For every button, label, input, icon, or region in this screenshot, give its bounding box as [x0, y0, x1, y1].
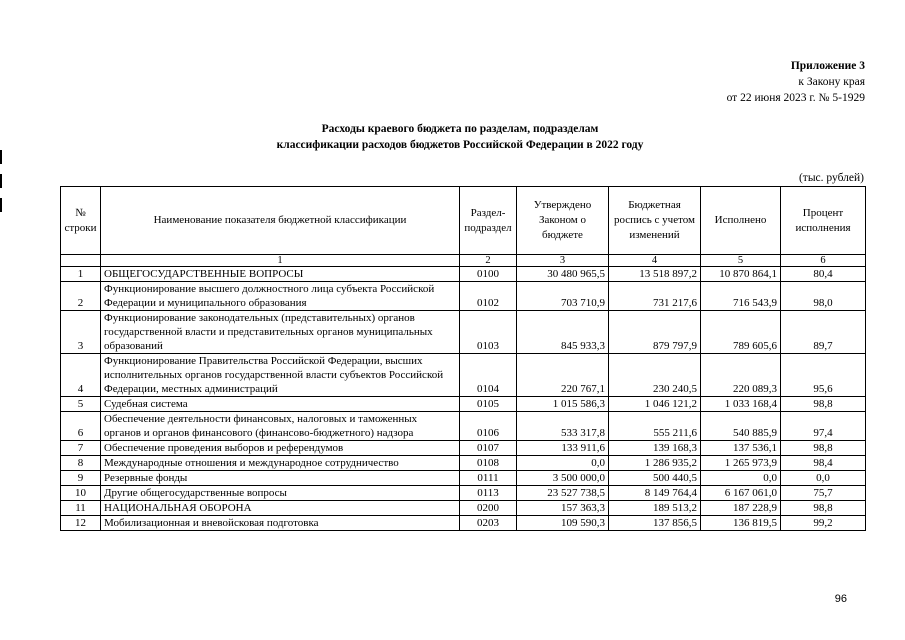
units-label: (тыс. рублей): [798, 172, 864, 184]
cell-section-code: 0104: [460, 354, 517, 397]
cell-percent: 95,6: [781, 354, 866, 397]
column-number: 2: [460, 255, 517, 267]
table-row: [61, 282, 866, 311]
cell-section-code: 0103: [460, 311, 517, 354]
cell-executed: 1 265 973,9: [701, 456, 781, 471]
table-row: [61, 471, 866, 486]
cell-approved: 703 710,9: [517, 282, 609, 311]
cell-approved: 30 480 965,5: [517, 267, 609, 282]
table-row: [61, 486, 866, 501]
column-number: 6: [781, 255, 866, 267]
cell-executed: 220 089,3: [701, 354, 781, 397]
cell-percent: 98,8: [781, 441, 866, 456]
appendix-title: Приложение 3: [790, 60, 865, 72]
header-section-code: Раздел-подраздел: [460, 187, 517, 255]
cell-section-code: 0107: [460, 441, 517, 456]
cell-budget-list: 879 797,9: [609, 311, 701, 354]
cell-budget-list: 731 217,6: [609, 282, 701, 311]
cell-budget-list: 13 518 897,2: [609, 267, 701, 282]
margin-marks: [0, 150, 3, 222]
cell-row-number: 12: [61, 516, 101, 531]
cell-budget-list: 139 168,3: [609, 441, 701, 456]
column-number: 5: [701, 255, 781, 267]
table-row: [61, 441, 866, 456]
table-row: [61, 354, 866, 397]
margin-mark: [0, 198, 2, 212]
cell-approved: 533 317,8: [517, 412, 609, 441]
header-row: [61, 187, 866, 255]
budget-table: [60, 186, 866, 531]
cell-approved: 3 500 000,0: [517, 471, 609, 486]
cell-executed: 716 543,9: [701, 282, 781, 311]
cell-section-code: 0113: [460, 486, 517, 501]
cell-row-number: 5: [61, 397, 101, 412]
cell-indicator-name: Судебная система: [101, 397, 460, 412]
cell-approved: 0,0: [517, 456, 609, 471]
cell-indicator-name: Функционирование высшего должностного лица субъекта Российской Федерации и муниципального образования: [101, 282, 460, 311]
cell-indicator-name: Функционирование Правительства Российской Федерации, высших исполнительных органов государственной власти субъектов Российской Федерации, местных администраций: [101, 354, 460, 397]
header-indicator-name: Наименование показателя бюджетной классификации: [101, 187, 460, 255]
margin-mark: [0, 150, 2, 164]
cell-executed: 0,0: [701, 471, 781, 486]
cell-row-number: 3: [61, 311, 101, 354]
header-budget-list: Бюджетная роспись с учетом изменений: [609, 187, 701, 255]
cell-budget-list: 137 856,5: [609, 516, 701, 531]
appendix-block: [727, 58, 865, 106]
page-number: 96: [834, 593, 847, 605]
cell-row-number: 8: [61, 456, 101, 471]
table-row: [61, 501, 866, 516]
cell-executed: 6 167 061,0: [701, 486, 781, 501]
table-row: [61, 397, 866, 412]
cell-executed: 789 605,6: [701, 311, 781, 354]
cell-approved: 23 527 738,5: [517, 486, 609, 501]
cell-percent: 98,0: [781, 282, 866, 311]
cell-row-number: 9: [61, 471, 101, 486]
cell-row-number: 10: [61, 486, 101, 501]
cell-row-number: 4: [61, 354, 101, 397]
column-number-row: [61, 255, 866, 267]
cell-section-code: 0108: [460, 456, 517, 471]
cell-executed: 187 228,9: [701, 501, 781, 516]
column-number: 3: [517, 255, 609, 267]
cell-executed: 10 870 864,1: [701, 267, 781, 282]
cell-row-number: 2: [61, 282, 101, 311]
cell-section-code: 0105: [460, 397, 517, 412]
cell-budget-list: 189 513,2: [609, 501, 701, 516]
cell-percent: 89,7: [781, 311, 866, 354]
cell-budget-list: 555 211,6: [609, 412, 701, 441]
cell-section-code: 0111: [460, 471, 517, 486]
cell-budget-list: 230 240,5: [609, 354, 701, 397]
cell-approved: 1 015 586,3: [517, 397, 609, 412]
column-number: 4: [609, 255, 701, 267]
cell-percent: 98,8: [781, 501, 866, 516]
header-approved: Утверждено Законом о бюджете: [517, 187, 609, 255]
appendix-law-ref: к Закону края: [798, 76, 865, 88]
title-line-1: Расходы краевого бюджета по разделам, подразделам: [321, 123, 599, 135]
cell-percent: 75,7: [781, 486, 866, 501]
cell-section-code: 0203: [460, 516, 517, 531]
table-row: [61, 412, 866, 441]
margin-mark: [0, 174, 2, 188]
cell-indicator-name: Обеспечение проведения выборов и референдумов: [101, 441, 460, 456]
cell-section-code: 0100: [460, 267, 517, 282]
cell-percent: 0,0: [781, 471, 866, 486]
cell-percent: 98,4: [781, 456, 866, 471]
cell-indicator-name: Резервные фонды: [101, 471, 460, 486]
header-percent: Процент исполнения: [781, 187, 866, 255]
cell-indicator-name: ОБЩЕГОСУДАРСТВЕННЫЕ ВОПРОСЫ: [101, 267, 460, 282]
cell-approved: 109 590,3: [517, 516, 609, 531]
cell-budget-list: 1 046 121,2: [609, 397, 701, 412]
cell-percent: 99,2: [781, 516, 866, 531]
cell-indicator-name: Обеспечение деятельности финансовых, налоговых и таможенных органов и органов финансового (финансово-бюджетного) надзора: [101, 412, 460, 441]
cell-indicator-name: НАЦИОНАЛЬНАЯ ОБОРОНА: [101, 501, 460, 516]
cell-percent: 80,4: [781, 267, 866, 282]
column-number-blank: [61, 255, 101, 267]
cell-section-code: 0200: [460, 501, 517, 516]
column-number: 1: [101, 255, 460, 267]
cell-executed: 540 885,9: [701, 412, 781, 441]
cell-indicator-name: Другие общегосударственные вопросы: [101, 486, 460, 501]
cell-executed: 136 819,5: [701, 516, 781, 531]
appendix-date: от 22 июня 2023 г. № 5-1929: [726, 92, 865, 104]
cell-row-number: 7: [61, 441, 101, 456]
cell-approved: 845 933,3: [517, 311, 609, 354]
cell-row-number: 11: [61, 501, 101, 516]
cell-section-code: 0102: [460, 282, 517, 311]
table-row: [61, 267, 866, 282]
cell-indicator-name: Мобилизационная и вневойсковая подготовка: [101, 516, 460, 531]
cell-percent: 97,4: [781, 412, 866, 441]
cell-percent: 98,8: [781, 397, 866, 412]
header-row-number: № строки: [61, 187, 101, 255]
cell-budget-list: 8 149 764,4: [609, 486, 701, 501]
table-body: [61, 255, 866, 531]
cell-row-number: 6: [61, 412, 101, 441]
cell-indicator-name: Функционирование законодательных (представительных) органов государственной власти и представительных органов муниципальных образований: [101, 311, 460, 354]
cell-indicator-name: Международные отношения и международное сотрудничество: [101, 456, 460, 471]
title-line-2: классификации расходов бюджетов Российской Федерации в 2022 году: [276, 139, 644, 151]
cell-executed: 137 536,1: [701, 441, 781, 456]
document-title: [140, 121, 780, 153]
header-executed: Исполнено: [701, 187, 781, 255]
cell-section-code: 0106: [460, 412, 517, 441]
cell-budget-list: 1 286 935,2: [609, 456, 701, 471]
cell-budget-list: 500 440,5: [609, 471, 701, 486]
cell-approved: 157 363,3: [517, 501, 609, 516]
cell-approved: 220 767,1: [517, 354, 609, 397]
table-row: [61, 456, 866, 471]
cell-row-number: 1: [61, 267, 101, 282]
table-row: [61, 516, 866, 531]
table-row: [61, 311, 866, 354]
cell-executed: 1 033 168,4: [701, 397, 781, 412]
cell-approved: 133 911,6: [517, 441, 609, 456]
